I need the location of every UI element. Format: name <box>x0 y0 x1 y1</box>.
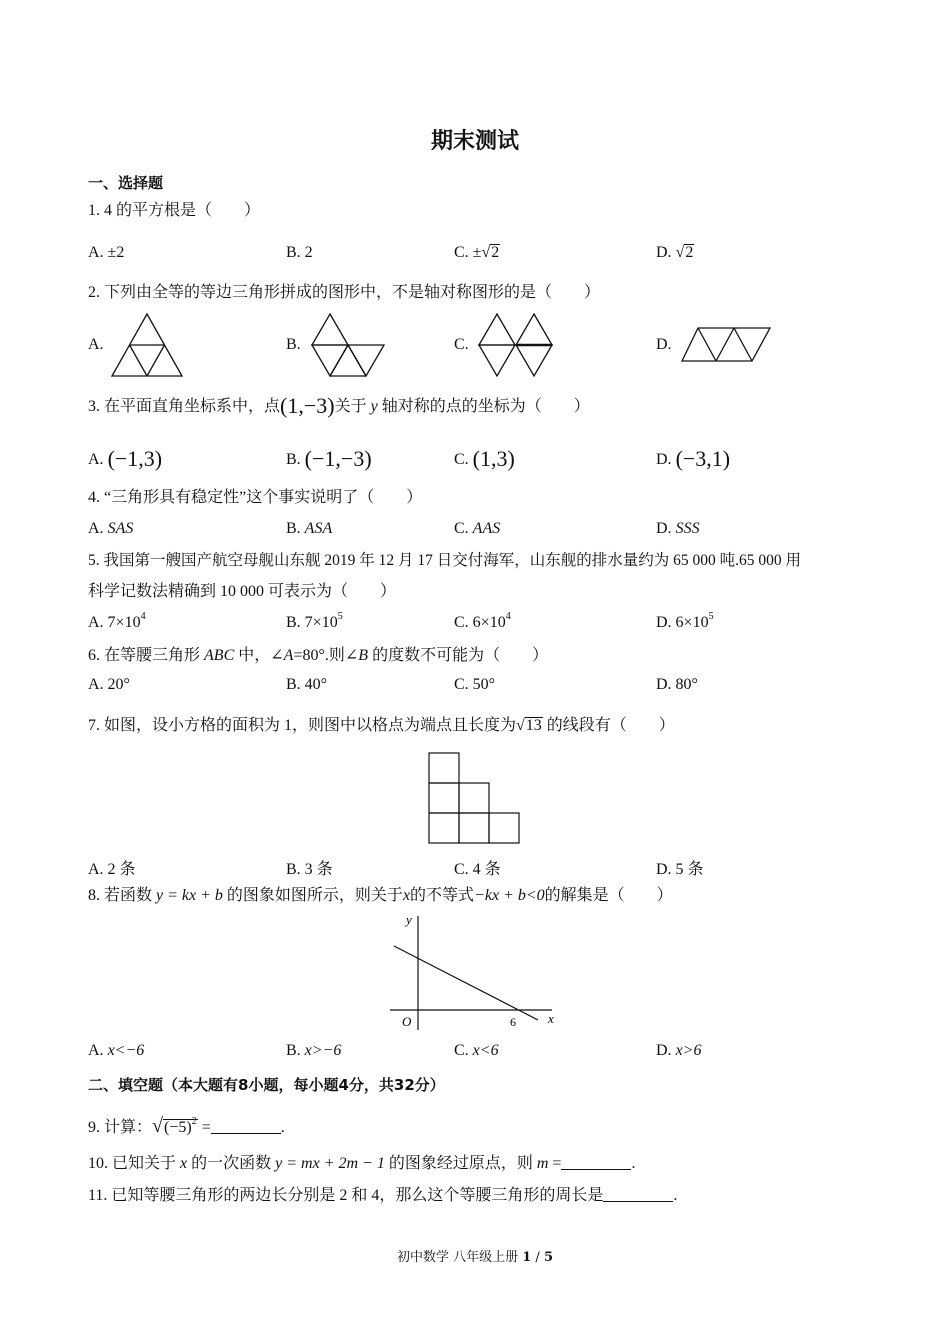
option-c-label: C. <box>454 1042 469 1059</box>
question-8 <box>88 886 878 906</box>
option-b: B. 40° <box>286 676 328 693</box>
option-c <box>454 446 515 472</box>
exponent: 4 <box>505 611 511 622</box>
question-7 <box>88 716 878 736</box>
option-d: D. <box>656 336 672 353</box>
q6-triangle: ABC <box>204 647 235 664</box>
q10-function: y = mx + 2m − 1 <box>275 1155 385 1172</box>
radicand: 2 <box>685 244 694 261</box>
option-d: D. 80° <box>656 676 698 693</box>
option-d <box>656 244 694 262</box>
exponent: 2 <box>191 1116 197 1127</box>
option-d-value: SSS <box>675 520 700 537</box>
option-c: C. <box>454 336 469 353</box>
option-c-label: C. 6×10 <box>454 614 506 631</box>
option-a <box>88 611 146 632</box>
q10-text-b: 的一次函数 <box>191 1155 272 1172</box>
q8-text-a: 8. 若函数 <box>88 887 153 904</box>
q8-function: y = kx + b <box>156 887 223 904</box>
option-a: A. 20° <box>88 676 130 693</box>
answer-blank[interactable] <box>561 1155 631 1170</box>
option-d <box>656 520 700 538</box>
option-a: A. 2 条 <box>88 861 136 878</box>
page-number: 1 <box>522 1250 532 1265</box>
q3-text-a: 3. 在平面直角坐标系中，点 <box>88 398 281 415</box>
q11-end: . <box>673 1187 678 1204</box>
option-b-value: ASA <box>304 520 333 537</box>
option-a-value: x<−6 <box>107 1042 145 1059</box>
question-3 <box>88 393 878 418</box>
option-b-value: (−1,−3) <box>304 446 372 471</box>
option-a-label: A. <box>88 451 104 468</box>
q3-text-b: 关于 <box>334 398 367 415</box>
option-d-value: (−3,1) <box>675 446 731 471</box>
page-total: 5 <box>543 1250 553 1265</box>
q8-inequality: −kx + b<0 <box>474 887 545 904</box>
q6-text-c: =80°.则∠ <box>293 647 359 664</box>
question-2: 2. 下列由全等的等边三角形拼成的图形中，不是轴对称图形的是（ ） <box>88 284 601 301</box>
question-11 <box>88 1186 878 1206</box>
option-a <box>88 446 162 472</box>
exponent: 5 <box>337 611 343 622</box>
q8-variable: x <box>402 887 411 904</box>
option-c-label: C. <box>454 520 469 537</box>
page-title: 期末测试 <box>430 129 519 154</box>
question-6 <box>88 646 878 666</box>
q9-equals: = <box>197 1119 211 1136</box>
question-1-options <box>88 244 888 268</box>
q8-text-d: 的解集是（ ） <box>544 887 673 904</box>
option-c <box>454 520 500 538</box>
figure-2c-triangles <box>478 312 554 378</box>
option-b <box>286 446 372 472</box>
axis-y-label: y <box>406 912 412 927</box>
option-c-value: x<6 <box>472 1042 499 1059</box>
option-c-value: AAS <box>472 520 501 537</box>
option-b-label: B. <box>286 1042 301 1059</box>
question-7-options <box>88 856 888 880</box>
q10-variable: x <box>180 1155 188 1172</box>
option-d-label: D. <box>656 244 676 261</box>
page-separator: / <box>531 1250 544 1265</box>
option-d-value: x>6 <box>675 1042 702 1059</box>
q6-text-a: 6. 在等腰三角形 <box>88 647 201 664</box>
option-c <box>454 244 500 262</box>
exponent: 4 <box>140 611 146 622</box>
option-d <box>656 1042 701 1060</box>
sqrt-symbol: √13 <box>516 717 542 734</box>
option-d <box>656 446 730 472</box>
option-c-value: (1,3) <box>472 446 515 471</box>
sqrt-symbol: $√(-5)^2$ <box>152 1115 197 1137</box>
option-b-label: B. 7×10 <box>286 614 338 631</box>
q10-text-c: 的图象经过原点，则 <box>388 1155 533 1172</box>
answer-blank[interactable] <box>603 1187 673 1202</box>
option-c-label: C. ± <box>454 244 482 261</box>
q3-point: (1,−3) <box>280 393 335 418</box>
question-3-options <box>88 446 888 470</box>
q7-text-b: 的线段有（ ） <box>546 717 675 734</box>
q8-text-b: 的图象如图所示，则关于 <box>226 887 403 904</box>
q10-text-a: 10. 已知关于 <box>88 1155 177 1172</box>
question-5-line-1: 5. 我国第一艘国产航空母舰山东舰 2019 年 12 月 17 日交付海军，山东舰的排水量约为 65 000 吨.65 000 用 <box>88 552 802 569</box>
q9-radicand: (−5) <box>164 1119 192 1136</box>
answer-blank[interactable] <box>211 1119 281 1134</box>
option-d-label: D. 6×10 <box>656 614 709 631</box>
option-b-label: B. <box>286 451 301 468</box>
option-b <box>286 611 343 632</box>
option-a-label: A. <box>88 1042 104 1059</box>
option-c: C. 50° <box>454 676 496 693</box>
option-c: C. 4 条 <box>454 861 501 878</box>
option-b <box>286 1042 341 1060</box>
q3-axis: y <box>370 398 378 415</box>
question-5-line-2: 科学记数法精确到 10 000 可表示为（ ） <box>88 583 397 600</box>
question-4: 4. “三角形具有稳定性”这个事实说明了（ ） <box>88 489 423 506</box>
question-1: 1. 4 的平方根是（ ） <box>88 202 261 219</box>
option-d <box>656 611 714 632</box>
axis-x-label: x <box>548 1011 554 1026</box>
option-a <box>88 1042 144 1060</box>
q6-text-d: 的度数不可能为（ ） <box>372 647 549 664</box>
option-d-label: D. <box>656 1042 672 1059</box>
option-b-label: B. <box>286 520 301 537</box>
option-d: D. 5 条 <box>656 861 704 878</box>
origin-label: O <box>402 1014 412 1029</box>
figure-8-graph <box>388 910 560 1032</box>
q9-text-a: 9. 计算： <box>88 1119 153 1136</box>
option-b-value: x>−6 <box>304 1042 342 1059</box>
figure-7-grid <box>428 752 520 844</box>
option-a <box>88 520 133 538</box>
question-9 <box>88 1116 878 1138</box>
option-c-label: C. <box>454 451 469 468</box>
tick-label: 6 <box>510 1015 516 1029</box>
q6-text-b: 中，∠ <box>238 647 284 664</box>
option-d-label: D. <box>656 520 672 537</box>
option-d-label: D. <box>656 451 672 468</box>
option-a-value: (−1,3) <box>107 446 163 471</box>
section-heading-fill: 二、填空题（本大题有8小题，每小题4分，共32分） <box>88 1076 445 1094</box>
question-5-options <box>88 611 888 638</box>
radicand <box>163 1116 198 1136</box>
option-a-label: A. <box>88 520 104 537</box>
page-footer <box>0 1246 950 1265</box>
sqrt-symbol: √2 <box>481 244 500 261</box>
question-8-options <box>88 1042 888 1066</box>
q10-end: . <box>631 1155 636 1172</box>
radicand: 2 <box>491 244 500 261</box>
question-4-options <box>88 520 888 544</box>
q9-end: . <box>280 1119 285 1136</box>
section-heading-choice: 一、选择题 <box>88 174 164 192</box>
question-10 <box>88 1154 878 1174</box>
q11-text: 11. 已知等腰三角形的两边长分别是 2 和 4，那么这个等腰三角形的周长是 <box>88 1187 604 1204</box>
q10-equals: = <box>548 1155 562 1172</box>
option-b: B. <box>286 336 301 353</box>
q6-angle-b: B <box>358 647 369 664</box>
q10-m: m <box>536 1155 549 1172</box>
figure-2d-triangles <box>680 326 772 364</box>
footer-text: 初中数学 八年级上册 <box>396 1250 523 1265</box>
q3-text-c: 轴对称的点的坐标为（ ） <box>381 398 590 415</box>
option-c <box>454 1042 499 1060</box>
q6-angle-a: A <box>283 647 294 664</box>
radicand: 13 <box>525 717 542 734</box>
option-c <box>454 611 511 632</box>
option-b: B. 2 <box>286 244 313 261</box>
figure-2b-triangles <box>310 312 386 378</box>
figure-2a-triangles <box>110 312 184 378</box>
sqrt-symbol: √2 <box>675 244 694 261</box>
option-a-value: SAS <box>107 520 134 537</box>
option-b: B. 3 条 <box>286 861 333 878</box>
option-b <box>286 520 332 538</box>
option-a: A. ±2 <box>88 244 125 261</box>
q7-text-a: 7. 如图，设小方格的面积为 1，则图中以格点为端点且长度为 <box>88 717 517 734</box>
exponent: 5 <box>708 611 714 622</box>
question-6-options <box>88 676 888 700</box>
q8-text-c: 的不等式 <box>410 887 475 904</box>
option-a: A. <box>88 336 104 353</box>
option-a-label: A. 7×10 <box>88 614 141 631</box>
